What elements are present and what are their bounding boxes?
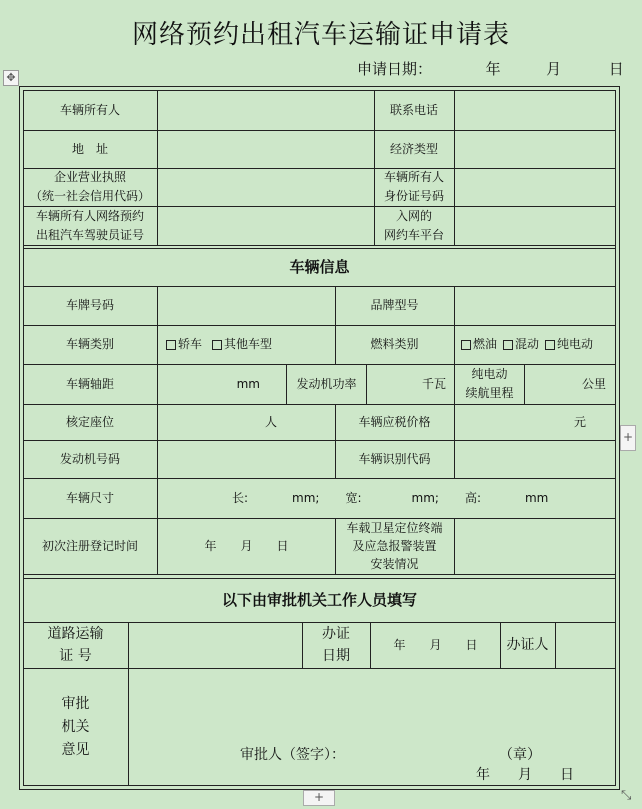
dimensions-label: 车辆尺寸 [65,490,114,505]
owner-input[interactable] [158,90,374,130]
ev-range-label: 纯电动 续航里程 [465,367,514,400]
vehicle-type-sedan-checkbox[interactable]: 轿车 [166,335,202,354]
seats-label: 核定座位 [65,414,114,429]
business-license-input[interactable] [158,168,374,206]
range-unit: 公里 [581,376,606,391]
plate-label: 车牌号码 [65,298,114,312]
row-line [23,245,616,246]
engine-no-input[interactable] [158,440,335,478]
apply-date [357,58,624,79]
vehicle-type-label: 车辆类别 [65,337,114,351]
plate-input[interactable] [158,286,335,325]
vehicle-info-heading: 车辆信息 [289,257,350,276]
dim-height-unit: mm [524,490,549,505]
transport-cert-input[interactable] [129,622,302,668]
vehicle-type-options [158,325,335,364]
brand-model-input[interactable] [455,286,616,325]
sign-date: 年 月 日 [476,767,574,783]
seats-unit: 人 [264,414,277,429]
engine-power-label: 发动机功率 [296,376,357,391]
gps-device-label: 车载卫星定位终端 及应急报警装置 安装情况 [346,521,443,571]
dim-height-label: 高: [464,490,481,505]
fuel-electric-checkbox[interactable]: 纯电动 [545,335,593,354]
table-move-handle-icon[interactable]: ✥ [3,70,19,86]
owner-id-input[interactable] [455,168,616,206]
apply-date-day: 日 [608,60,624,78]
issuer-label: 办证人 [506,637,549,653]
approver-signature-label: 审批人（签字）： [240,747,345,763]
phone-label: 联系电话 [389,102,438,117]
seal-label: （章） [499,747,541,763]
owner-id-label: 车辆所有人 身份证号码 [383,170,444,203]
apply-date-month: 月 [546,60,562,78]
vin-input[interactable] [455,440,616,478]
first-reg-label: 初次注册登记时间 [41,538,138,553]
fuel-type-options [455,325,616,364]
tax-price-input[interactable] [455,404,616,440]
wheelbase-unit: mm [236,376,260,391]
issuer-input[interactable] [556,622,616,668]
row-line [23,574,616,575]
business-license-label: 企业营业执照 （统一社会信用代码） [29,170,150,203]
platform-input[interactable] [455,206,616,245]
power-unit: 千瓦 [421,376,446,391]
tax-price-label: 车辆应税价格 [358,414,431,429]
apply-date-year: 年 [485,60,501,78]
price-unit: 元 [573,414,586,429]
first-reg-date[interactable]: 年 月 日 [204,538,289,553]
fuel-gasoline-checkbox[interactable]: 燃油 [461,335,497,354]
economy-type-input[interactable] [455,130,616,168]
transport-cert-label: 道路运输 证 号 [47,626,104,664]
add-column-icon[interactable]: + [620,425,636,451]
dim-width-unit: mm; [411,490,439,505]
wheelbase-label: 车辆轴距 [65,376,114,391]
table-resize-icon[interactable]: ⤡ [621,788,632,803]
issue-date-label: 办证 日期 [322,626,350,664]
apply-date-label: 申请日期： [357,60,433,78]
form-title: 网络预约出租汽车运输证申请表 [131,20,510,50]
approval-heading: 以下由审批机关工作人员填写 [221,590,417,609]
dimensions-input[interactable] [158,478,616,518]
fuel-hybrid-checkbox[interactable]: 混动 [503,335,539,354]
driver-cert-input[interactable] [158,206,374,245]
fuel-type-label: 燃料类别 [370,337,419,351]
issue-date-value[interactable]: 年 月 日 [393,637,478,652]
engine-power-input[interactable] [367,364,454,404]
driver-cert-label: 车辆所有人网络预约 出租汽车驾驶员证号 [35,208,144,242]
economy-type-label: 经济类型 [389,141,438,156]
wheelbase-input[interactable] [158,364,286,404]
gps-device-input[interactable] [455,518,616,574]
dim-length-unit: mm; [292,490,320,505]
platform-label: 入网的 网约车平台 [383,208,444,242]
vin-label: 车辆识别代码 [358,451,431,466]
add-row-icon[interactable]: + [303,790,335,806]
brand-model-label: 品牌型号 [370,298,419,312]
vehicle-type-other-checkbox[interactable]: 其他车型 [212,335,272,354]
dim-length-label: 长: [232,490,249,505]
approval-opinion-label: 审批 机关 意见 [61,695,90,758]
address-input[interactable] [158,130,374,168]
address-label: 地 址 [71,141,108,156]
ev-range-input[interactable] [525,364,616,404]
seats-input[interactable] [158,404,335,440]
phone-input[interactable] [455,90,616,130]
dim-width-label: 宽: [345,490,362,505]
engine-no-label: 发动机号码 [59,451,120,466]
owner-label: 车辆所有人 [59,102,120,117]
